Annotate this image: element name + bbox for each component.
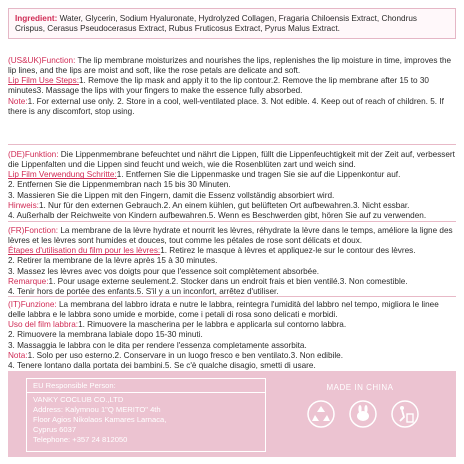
- divider: [8, 221, 456, 222]
- fr-steps-text: 1. Retirez le masque à lèvres et appliquez-le sur le contour des lèvres.: [160, 246, 416, 256]
- it-function-label: Funzione:: [20, 300, 57, 309]
- company-address-line2: Floor Agios Nikolaos Kamares Larnaca,: [33, 414, 167, 424]
- made-in-label: MADE IN CHINA: [326, 383, 394, 392]
- de-steps-text: 1. Entfernen Sie die Lippenmaske und tragen Sie sie auf die Lippenkontur auf.: [116, 170, 401, 180]
- recycle-icon: [306, 399, 336, 429]
- divider: [8, 296, 456, 297]
- de-steps-label: Lip Film Verwendung Schritte:: [8, 170, 117, 180]
- fr-note-text: 1. Pour usage externe seulement.2. Stocker dans un endroit frais et bien ventilé.3. Non comestible.: [48, 276, 408, 286]
- divider: [8, 144, 456, 145]
- de-step3: 3. Massieren Sie die Lippen mit den Fingern, damit die Essenz vollständig absorbiert wird.: [8, 190, 335, 200]
- it-note-text: 1. Solo per uso esterno.2. Conservare in un luogo fresco e ben ventilato.3. Non edibile.: [27, 350, 343, 360]
- eu-responsible-title: EU Responsible Person:: [27, 381, 265, 393]
- it-heading: (IT): [8, 300, 21, 309]
- it-note-label: Nota:: [8, 350, 28, 360]
- it-function-text: La membrana del labbro idrata e nutre le labbra, reintegra l'umidità del labbro nel tempo, migliora le linee delle labbra e le labbra sono umide e morbide, come i petali di rosa sono delicati e morbidi.: [8, 300, 439, 320]
- de-step2: 2. Entfernen Sie die Lippenmembran nach 15 bis 30 Minuten.: [8, 180, 231, 190]
- fr-function-label: Fonction:: [24, 226, 59, 235]
- certification-icons: [304, 399, 424, 433]
- de-note-text: 1. Nur für den externen Gebrauch.2. An einem kühlen, gut belüfteten Ort aufbewahren.3. Nicht essbar.: [38, 200, 410, 210]
- it-steps-label: Uso del film labbra:: [8, 320, 79, 330]
- fr-heading: (FR): [8, 226, 25, 235]
- fr-note-label: Remarque:: [8, 276, 49, 286]
- de-note-label: Hinweis:: [8, 200, 39, 210]
- de-heading: (DE): [8, 150, 25, 159]
- fr-note-text2: 4. Tenir hors de portée des enfants.5. S'il y a un inconfort, arrêtez d'utiliser.: [8, 286, 279, 296]
- footer-panel: [8, 371, 456, 457]
- en-note-label: Note:: [8, 96, 28, 106]
- en-steps-label: Lip Film Use Steps:: [8, 76, 79, 86]
- disposal-icon: [390, 399, 420, 429]
- en-function-text: The lip membrane moisturizes and nourishes the lips, replenishes the lip moisture in time, improves the lip lines, and the lips are moist and soft, like the rose petals are delicate and soft.: [8, 56, 452, 76]
- fr-steps-label: Étapes d'utilisation du film pour les lèvres:: [8, 246, 161, 256]
- company-address-line3: Cyprus 6037: [33, 424, 77, 434]
- company-address-line1: Address: Kalymnou 1"Q MERITO" 4th: [33, 404, 161, 414]
- section-de: [8, 150, 456, 221]
- de-function-label: Funktion:: [24, 150, 59, 159]
- company-telephone: Telephone: +357 24 812050: [33, 434, 128, 444]
- it-note-text2: 4. Tenere lontano dalla portata dei bambini.5. Se c'è qualche disagio, smetti di usare.: [8, 360, 316, 370]
- ingredients-label: Ingredient:: [15, 14, 58, 23]
- fr-step2: 2. Retirer la membrane de la lèvre après 15 à 30 minutes.: [8, 256, 218, 266]
- fr-function-text: La membrane de la lèvre hydrate et nourrit les lèvres, réhydrate la lèvre dans le temps, améliore la ligne des lèvres et les lèvres sont humides et douces, tout comme les pétales de rose sont délicats et doux.: [8, 226, 453, 246]
- it-step3: 3. Massaggia le labbra con le dita per rendere l'essenza completamente assorbita.: [8, 340, 307, 350]
- de-note-text2: 4. Außerhalb der Reichweite von Kindern aufbewahren.5. Wenn es Beschwerden gibt, hören Sie auf zu verwenden.: [8, 210, 427, 220]
- en-heading: (US&UK): [8, 56, 42, 65]
- en-function-label: Function:: [41, 56, 76, 65]
- en-steps-text: 1. Remove the lip mask and apply it to the lip contour.2. Remove the lip membrane after 15 to 30 minutes3. Massage the lips with your fingers to make the essence fully absorbed.: [8, 76, 429, 96]
- no-animal-testing-icon: [348, 399, 378, 429]
- en-note-text: 1. For external use only. 2. Store in a cool, well-ventilated place. 3. Not edible. 4. Keep out of reach of children. 5. If there is any discomfort, stop using.: [8, 96, 444, 116]
- section-en: [8, 56, 456, 117]
- section-fr: [8, 226, 456, 297]
- ingredients-text: Water, Glycerin, Sodium Hyaluronate, Hydrolyzed Collagen, Fragaria Chiloensis Extract, Chondrus Crispus, Cerasus Pseudocerasus Extract, Rubus Fruticosus Extract, Pyrus Malus Extract.: [15, 14, 417, 34]
- company-name: VANKY COCLUB CO.,LTD: [33, 394, 124, 404]
- eu-responsible-box: [26, 378, 266, 452]
- section-it: [8, 300, 456, 371]
- it-step2: 2. Rimuovere la membrana labiale dopo 15-30 minuti.: [8, 330, 203, 340]
- it-steps-text: 1. Rimuovere la mascherina per le labbra e applicarla sul contorno labbra.: [78, 320, 347, 330]
- ingredients-box: [8, 8, 456, 39]
- de-function-text: Die Lippenmembrane befeuchtet und nährt die Lippen, füllt die Lippenfeuchtigkeit mit der Zeit auf, verbessert die Lippenfalten und die Lippen sind feucht und weich, wie die Rosenblüten zart und weich sind.: [8, 150, 455, 170]
- fr-step3: 3. Massez les lèvres avec vos doigts pour que l'essence soit complètement absorbée.: [8, 266, 320, 276]
